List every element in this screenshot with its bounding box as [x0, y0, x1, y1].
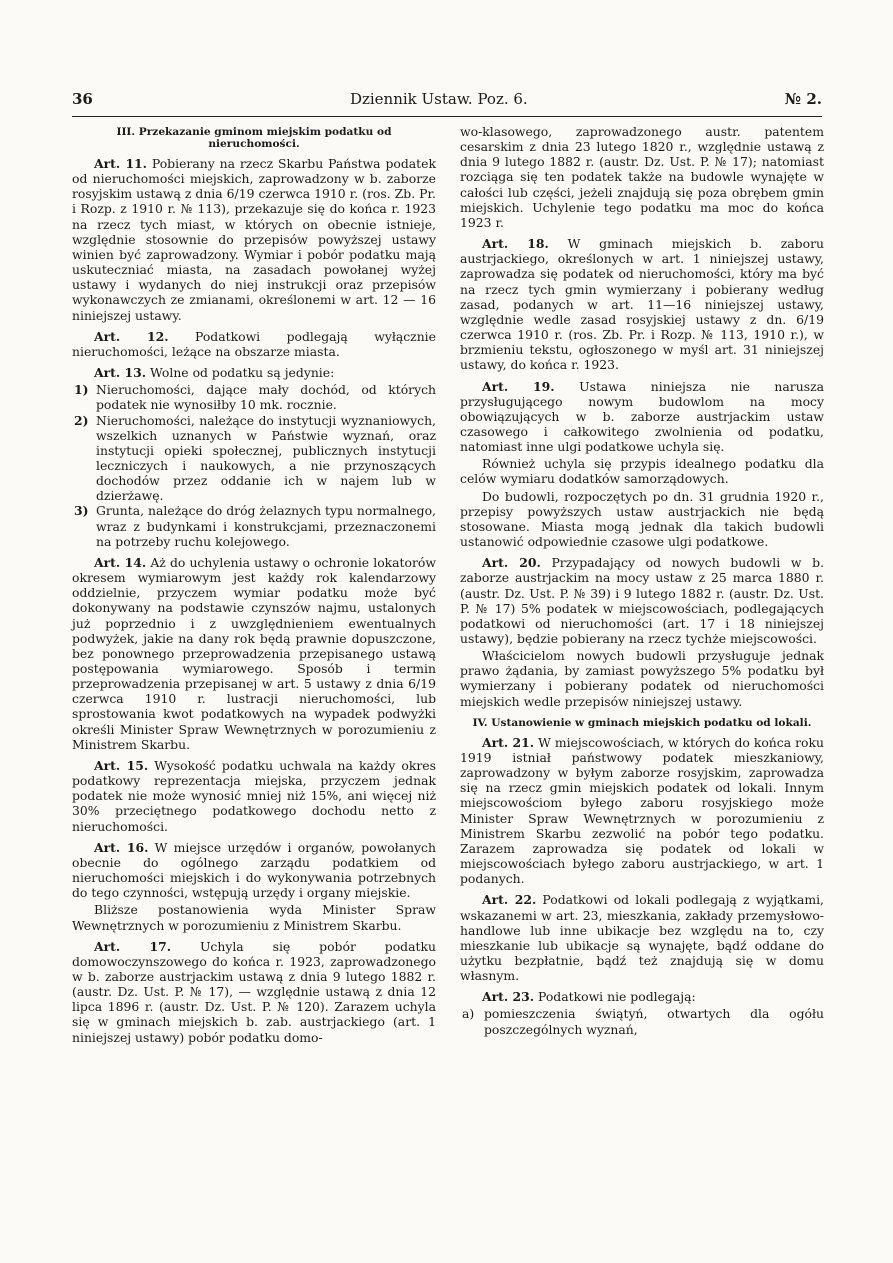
item-number: 1): [74, 382, 89, 398]
article-text: Wysokość podatku uchwala na każdy okres podatkowy reprezentacja miejska, przyczem jednak podatek nie może wynosić mniej niż 15%, ani więcej niż 30% przeciętnego podatkowego dochodu netto z nieruchomości.: [72, 757, 436, 834]
article-22: [460, 892, 824, 983]
list-item: [72, 503, 436, 548]
list-item: [72, 413, 436, 504]
article-text: Wolne od podatku są jedynie:: [150, 365, 335, 381]
article-number: Art. 23.: [482, 989, 535, 1005]
article-20: [460, 555, 824, 646]
section-heading: IV. Ustanowienie w gminach miejskich podatku od lokali.: [472, 716, 812, 729]
article-number: Art. 11.: [94, 156, 147, 171]
page-header: [72, 90, 822, 108]
article-number: Art. 21.: [482, 734, 535, 750]
article-text: W miejsce urzędów i organów, powołanych obecnie do ogólnego zarządu podatkiem od nieruchomości miejskich i do wykonywania potrzebnych do tego czynności, wstępują urzędy i organy miejskie.: [72, 839, 436, 901]
article-23-list: [460, 1006, 824, 1036]
article-17: [72, 939, 436, 1045]
item-text: Nieruchomości, dające mały dochód, od których podatek nie wynosiłby 10 mk. rocznie.: [96, 382, 436, 413]
article-number: Art. 16.: [94, 839, 149, 855]
article-11: [72, 156, 436, 323]
article-13: [72, 365, 436, 380]
article-13-list: [72, 382, 436, 549]
page-number: 36: [72, 90, 93, 108]
article-16-paragraph: Bliższe postanowienia wyda Minister Spraw Wewnętrznych w porozumieniu z Ministrem Skarbu.: [72, 902, 436, 933]
issue-number: № 2.: [784, 90, 822, 108]
item-number: 2): [74, 412, 89, 428]
article-number: Art. 14.: [94, 554, 147, 570]
item-text: pomieszczenia świątyń, otwartych dla ogółu poszczególnych wyznań,: [484, 1006, 824, 1037]
right-column: [460, 124, 824, 1039]
article-16: [72, 840, 436, 901]
article-19-paragraph: Do budowli, rozpoczętych po dn. 31 grudnia 1920 r., przepisy powyższych ustaw austrjackich nie będą stosowane. Miasta mogą jednak dla takich budowli ustanowić odpowiednie czasowe ulgi podatkowe.: [460, 488, 824, 550]
header-rule: [72, 116, 822, 117]
section-heading: III. Przekazanie gminom miejskim podatku od nieruchomości.: [116, 126, 392, 150]
article-number: Art. 12.: [94, 328, 169, 344]
article-text: Aż do uchylenia ustawy o ochronie lokatorów okresem wymiarowym jest każdy rok kalendarzowy oddzielnie, przyczem wymiar podatku może być dokonywany na podstawie czynszów najmu, ustalonych już poprzednio i z uwzględnieniem ewentualnych podwyżek, jakie na dany rok będą prawnie dopuszczone, bez ponownego przeprowadzenia przepisanego ustawą postępowania wymiarowego. Sposób i termin przeprowadzenia przepisanej w art. 5 ustawy z dnia 6/19 czerwca 1910 r. lustracji nieruchomości, lub sprostowania kwot podatkowych na wypadek podwyżki określi Minister Spraw Wewnętrznych w porozumieniu z Ministrem Skarbu.: [72, 554, 436, 752]
article-text: Podatkowi nie podlegają:: [538, 989, 696, 1005]
article-text: Podatkowi od lokali podlegają z wyjątkami, wskazanemi w art. 23, mieszkania, zakłady przemysłowo-handlowe lub inne ubikacje bez względu na to, czy mieszkanie lub ubikacje są wynajęte, bądź oddane do użytku bezpłatnie, bądź też znajdują się w domu własnym.: [460, 892, 824, 984]
article-text: Uchyla się pobór podatku domowoczynszowego do końca r. 1923, zaprowadzonego w b. zaborze austrjackim ustawą z dnia 9 lutego 1882 r. (austr. Dz. Ust. P. № 17), — względnie ustawą z dnia 12 lipca 1896 r. (austr. Dz. Ust. P. № 120). Zarazem uchyla się w gminach miejskich b. zab. austrjackiego (art. 1 niniejszej ustawy) pobór podatku domo-: [72, 938, 436, 1045]
article-number: Art. 22.: [482, 892, 537, 908]
article-number: Art. 18.: [482, 236, 549, 252]
list-item: [460, 1006, 824, 1036]
article-19: [460, 379, 824, 455]
left-column: [72, 124, 436, 1047]
article-17-continuation: wo-klasowego, zaprowadzonego austr. patentem cesarskim z dnia 23 lutego 1820 r., względnie ustawą z dnia 9 lutego 1882 r. (austr. Dz. Ust. P. № 17); natomiast rozciąga się ten podatek także na budowle wynajęte w całości lub części, jeżeli znajdują się poza obrębem gmin miejskich. Uchylenie tego podatku ma moc do końca 1923 r.: [460, 124, 824, 230]
article-text: Ustawa niniejsza nie narusza przysługującego nowym budowlom na mocy obowiązujących w b. zaborze austrjackim ustaw czasowego i całkowitego zwolnienia od podatku, natomiast inne ulgi podatkowe uchyla się.: [460, 378, 824, 455]
article-number: Art. 17.: [94, 938, 172, 954]
article-text: W gminach miejskich b. zaboru austrjackiego, określonych w art. 1 niniejszej ustawy, zaprowadza się podatek od nieruchomości, który ma być na rzecz tych gmin wymierzany i pobierany według zasad, podanych w art. 11—16 niniejszej ustawy, względnie wedle zasad rosyjskiej ustawy z dn. 6/19 czerwca 1910 r. (ros. Zb. Pr. i Rozp. № 113, 1910 r.), w brzmieniu tekstu, ogłoszonego w myśl art. 31 niniejszej ustawy, do końca r. 1923.: [460, 236, 824, 373]
article-18: [460, 236, 824, 372]
article-12: [72, 329, 436, 359]
article-text: W miejscowościach, w których do końca roku 1919 istniał państwowy podatek mieszkaniowy, zaprowadzony w byłym zaborze rosyjskim, zaprowadza się na rzecz gmin miejskich podatek od lokali. Innym miejscowościom byłego zaboru rosyjskiego może Minister Spraw Wewnętrznych w porozumieniu z Ministrem Skarbu zezwolić na pobór tego podatku. Zarazem zaprowadza się podatek od lokali w miejscowościach byłego zaboru austrjackiego, w art. 1 podanych.: [460, 734, 824, 887]
article-15: [72, 758, 436, 834]
article-23: [460, 989, 824, 1004]
list-item: [72, 382, 436, 412]
article-text: Pobierany na rzecz Skarbu Państwa podatek od nieruchomości miejskich, zaprowadzony w b. zaborze rosyjskim ustawą z dnia 6/19 czerwca 1910 r. (ros. Zb. Pr. i Rozp. z 1910 r. № 113), przekazuje się do końca r. 1923 na rzecz tych miast, w których on obecnie istnieje, względnie stosownie do przepisów powyższej ustawy winien być zaprowadzony. Wymiar i pobór podatku mają uskuteczniać miasta, na zasadach powołanej wyżej ustawy i wydanych do niej instrukcji oraz przepisów wykonawczych ze zmianami, określonemi w art. 12 — 16 niniejszej ustawy.: [72, 156, 436, 323]
article-number: Art. 13.: [94, 365, 147, 381]
article-text: Podatkowi podlegają wyłącznie nieruchomości, leżące na obszarze miasta.: [72, 328, 436, 359]
item-text: Nieruchomości, należące do instytucji wyznaniowych, wszelkich uznanych w Państwie wyznań, oraz instytucji opieki społecznej, publicznych instytucji leczniczych i naukowych, a nie przynoszących dochodów przez oddanie ich w najem lub w dzierżawę.: [96, 412, 436, 504]
article-number: Art. 20.: [482, 555, 541, 571]
article-21: [460, 735, 824, 887]
article-20-paragraph: Właścicielom nowych budowli przysługuje jednak prawo żądania, by zamiast powyższego 5% podatku był wymierzany i pobierany podatek od nieruchomości miejskich wedle przepisów niniejszej ustawy.: [460, 648, 824, 709]
article-19-paragraph: Również uchyla się przypis idealnego podatku dla celów wymiaru dodatków samorządowych.: [460, 456, 824, 487]
article-number: Art. 15.: [94, 757, 149, 773]
item-number: 3): [74, 503, 89, 519]
item-number: a): [462, 1006, 475, 1022]
journal-title: Dziennik Ustaw. Poz. 6.: [349, 90, 528, 108]
article-14: [72, 555, 436, 752]
article-text: Przypadający od nowych budowli w b. zaborze austrjackim na mocy ustaw z 25 marca 1880 r. (austr. Dz. Ust. P. № 39) i 9 lutego 1882 r. (austr. Dz. Ust. P. № 17) 5% podatek w miejscowościach, podlegających podatkowi od nieruchomości (art. 17 i 18 niniejszej ustawy), będzie pobierany na rzecz tychże miejscowości.: [460, 555, 824, 646]
item-text: Grunta, należące do dróg żelaznych typu normalnego, wraz z budynkami i konstrukcjami, przeznaczonemi na potrzeby ruchu kolejowego.: [96, 503, 436, 549]
article-number: Art. 19.: [482, 378, 555, 394]
